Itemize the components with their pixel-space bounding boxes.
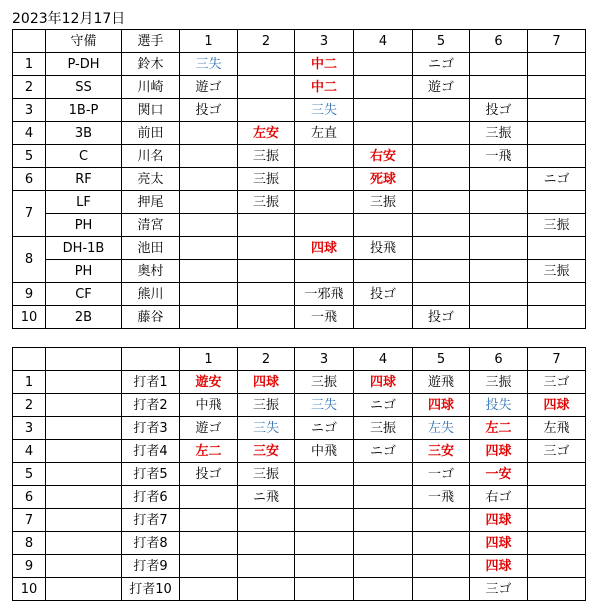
cell-inning-3: 四球 [295, 237, 354, 260]
header-inning-2: 2 [238, 30, 295, 53]
lineup-table [12, 29, 586, 329]
header-position: 守備 [46, 30, 122, 53]
cell-inning-1 [180, 486, 238, 509]
cell-inning-2 [238, 578, 295, 601]
cell-player: 打者9 [122, 555, 180, 578]
cell-inning-7 [528, 532, 586, 555]
cell-inning-4: 四球 [354, 371, 413, 394]
cell-order: 10 [13, 578, 46, 601]
cell-inning-4: 死球 [354, 168, 413, 191]
cell-position [46, 509, 122, 532]
cell-inning-6 [470, 76, 528, 99]
cell-order: 7 [13, 191, 46, 237]
cell-player: 打者7 [122, 509, 180, 532]
header-order [13, 30, 46, 53]
cell-position [46, 394, 122, 417]
cell-inning-5: ニゴ [413, 53, 470, 76]
cell-player: 清宮 [122, 214, 180, 237]
cell-inning-6: 三振 [470, 371, 528, 394]
cell-inning-3 [295, 260, 354, 283]
cell-inning-3 [295, 145, 354, 168]
cell-order: 5 [13, 145, 46, 168]
cell-order: 2 [13, 76, 46, 99]
cell-order: 3 [13, 99, 46, 122]
table-row [13, 371, 586, 394]
cell-player: 打者8 [122, 532, 180, 555]
cell-player: 打者2 [122, 394, 180, 417]
cell-inning-3 [295, 555, 354, 578]
cell-player: 川名 [122, 145, 180, 168]
header-order [13, 348, 46, 371]
cell-inning-1 [180, 578, 238, 601]
table-row [13, 237, 586, 260]
cell-inning-5: 三安 [413, 440, 470, 463]
cell-inning-6: 四球 [470, 532, 528, 555]
cell-inning-1 [180, 168, 238, 191]
cell-inning-4 [354, 486, 413, 509]
cell-inning-6: 三振 [470, 122, 528, 145]
cell-inning-4: 右安 [354, 145, 413, 168]
cell-inning-1: 左二 [180, 440, 238, 463]
header-inning-1: 1 [180, 348, 238, 371]
cell-position [46, 440, 122, 463]
cell-inning-2: 三振 [238, 168, 295, 191]
opponent-table [12, 347, 586, 601]
cell-position [46, 417, 122, 440]
cell-inning-4 [354, 214, 413, 237]
cell-inning-2 [238, 532, 295, 555]
cell-inning-4 [354, 260, 413, 283]
cell-inning-7: 三振 [528, 214, 586, 237]
cell-inning-4 [354, 578, 413, 601]
cell-inning-1: 遊安 [180, 371, 238, 394]
cell-inning-1 [180, 122, 238, 145]
header-position [46, 348, 122, 371]
cell-inning-3: 一邪飛 [295, 283, 354, 306]
cell-inning-3: 左直 [295, 122, 354, 145]
cell-player: 関口 [122, 99, 180, 122]
cell-player: 打者5 [122, 463, 180, 486]
cell-inning-4 [354, 306, 413, 329]
cell-inning-5 [413, 99, 470, 122]
header-inning-5: 5 [413, 30, 470, 53]
table-row [13, 122, 586, 145]
header-inning-1: 1 [180, 30, 238, 53]
cell-player: 池田 [122, 237, 180, 260]
cell-inning-4 [354, 53, 413, 76]
header-inning-2: 2 [238, 348, 295, 371]
cell-inning-7 [528, 76, 586, 99]
cell-inning-2: 三振 [238, 145, 295, 168]
table-row [13, 306, 586, 329]
cell-inning-1: 投ゴ [180, 99, 238, 122]
cell-inning-5 [413, 122, 470, 145]
cell-position: LF [46, 191, 122, 214]
header-player [122, 348, 180, 371]
cell-inning-6: 投ゴ [470, 99, 528, 122]
cell-order: 1 [13, 371, 46, 394]
cell-inning-2 [238, 214, 295, 237]
header-inning-3: 3 [295, 30, 354, 53]
cell-player: 前田 [122, 122, 180, 145]
table-row [13, 578, 586, 601]
cell-inning-4: 投ゴ [354, 283, 413, 306]
table-row [13, 509, 586, 532]
cell-inning-1 [180, 237, 238, 260]
cell-inning-5 [413, 283, 470, 306]
cell-inning-4 [354, 99, 413, 122]
cell-inning-5 [413, 260, 470, 283]
cell-player: 奥村 [122, 260, 180, 283]
cell-inning-7 [528, 191, 586, 214]
cell-inning-5: 遊ゴ [413, 76, 470, 99]
cell-inning-1 [180, 191, 238, 214]
cell-player: 打者10 [122, 578, 180, 601]
cell-inning-4 [354, 463, 413, 486]
cell-inning-6: 投失 [470, 394, 528, 417]
header-inning-7: 7 [528, 348, 586, 371]
cell-position: C [46, 145, 122, 168]
table-row [13, 417, 586, 440]
cell-player: 打者3 [122, 417, 180, 440]
cell-position [46, 555, 122, 578]
cell-inning-7 [528, 578, 586, 601]
cell-inning-5 [413, 214, 470, 237]
cell-player: 川崎 [122, 76, 180, 99]
cell-player: 藤谷 [122, 306, 180, 329]
cell-inning-2 [238, 53, 295, 76]
cell-inning-5: 四球 [413, 394, 470, 417]
cell-inning-1 [180, 260, 238, 283]
table-row [13, 440, 586, 463]
cell-inning-4 [354, 509, 413, 532]
cell-order: 4 [13, 440, 46, 463]
cell-inning-5: 一飛 [413, 486, 470, 509]
cell-inning-4: 投飛 [354, 237, 413, 260]
cell-inning-3 [295, 578, 354, 601]
cell-inning-6: 四球 [470, 440, 528, 463]
cell-position: 2B [46, 306, 122, 329]
cell-inning-7 [528, 555, 586, 578]
cell-inning-2 [238, 76, 295, 99]
cell-inning-6 [470, 306, 528, 329]
cell-inning-1: 遊ゴ [180, 76, 238, 99]
cell-inning-3: 中二 [295, 53, 354, 76]
cell-order: 4 [13, 122, 46, 145]
cell-inning-2: 左安 [238, 122, 295, 145]
cell-inning-2 [238, 509, 295, 532]
cell-inning-5 [413, 532, 470, 555]
header-row [13, 348, 586, 371]
cell-inning-3 [295, 168, 354, 191]
cell-inning-7: 三振 [528, 260, 586, 283]
cell-inning-5 [413, 555, 470, 578]
cell-inning-1 [180, 145, 238, 168]
table-row [13, 168, 586, 191]
cell-inning-6: 右ゴ [470, 486, 528, 509]
cell-inning-6: 三ゴ [470, 578, 528, 601]
header-inning-4: 4 [354, 348, 413, 371]
cell-inning-7: 四球 [528, 394, 586, 417]
cell-inning-7 [528, 509, 586, 532]
cell-position [46, 463, 122, 486]
cell-inning-7: 三ゴ [528, 440, 586, 463]
cell-inning-5: 投ゴ [413, 306, 470, 329]
cell-inning-5: 遊飛 [413, 371, 470, 394]
table-row [13, 394, 586, 417]
cell-inning-2: ニ飛 [238, 486, 295, 509]
table-row [13, 145, 586, 168]
cell-inning-2 [238, 555, 295, 578]
cell-order: 3 [13, 417, 46, 440]
cell-player: 打者6 [122, 486, 180, 509]
cell-inning-3: 中二 [295, 76, 354, 99]
header-player: 選手 [122, 30, 180, 53]
cell-inning-3 [295, 191, 354, 214]
cell-inning-3: 中飛 [295, 440, 354, 463]
table-row [13, 463, 586, 486]
cell-inning-3 [295, 532, 354, 555]
cell-inning-3: ニゴ [295, 417, 354, 440]
cell-inning-1: 三失 [180, 53, 238, 76]
cell-inning-6: 四球 [470, 509, 528, 532]
cell-inning-6 [470, 168, 528, 191]
cell-inning-4 [354, 76, 413, 99]
cell-position [46, 371, 122, 394]
cell-inning-3: 三振 [295, 371, 354, 394]
cell-inning-1: 遊ゴ [180, 417, 238, 440]
cell-order: 10 [13, 306, 46, 329]
table-row [13, 214, 586, 237]
cell-order: 2 [13, 394, 46, 417]
cell-inning-1 [180, 509, 238, 532]
cell-position: 1B-P [46, 99, 122, 122]
header-inning-6: 6 [470, 348, 528, 371]
cell-inning-5 [413, 578, 470, 601]
cell-player: 熊川 [122, 283, 180, 306]
cell-player: 亮太 [122, 168, 180, 191]
cell-inning-7 [528, 306, 586, 329]
cell-inning-7: 三ゴ [528, 371, 586, 394]
cell-inning-2: 三振 [238, 394, 295, 417]
table-row [13, 76, 586, 99]
cell-position: 3B [46, 122, 122, 145]
cell-player: 打者4 [122, 440, 180, 463]
cell-inning-2 [238, 283, 295, 306]
cell-inning-1: 中飛 [180, 394, 238, 417]
cell-order: 6 [13, 486, 46, 509]
cell-order: 9 [13, 283, 46, 306]
cell-position: RF [46, 168, 122, 191]
cell-inning-2 [238, 260, 295, 283]
cell-inning-6 [470, 237, 528, 260]
header-row [13, 30, 586, 53]
cell-inning-6: 一飛 [470, 145, 528, 168]
cell-position: DH-1B [46, 237, 122, 260]
table-row [13, 486, 586, 509]
cell-order: 6 [13, 168, 46, 191]
cell-inning-3 [295, 463, 354, 486]
cell-position [46, 578, 122, 601]
table-row [13, 555, 586, 578]
cell-order: 5 [13, 463, 46, 486]
cell-order: 8 [13, 237, 46, 283]
cell-player: 打者1 [122, 371, 180, 394]
cell-inning-7 [528, 486, 586, 509]
cell-inning-1 [180, 283, 238, 306]
cell-inning-6 [470, 260, 528, 283]
cell-position: SS [46, 76, 122, 99]
cell-inning-5 [413, 237, 470, 260]
cell-inning-3: 三失 [295, 394, 354, 417]
cell-order: 8 [13, 532, 46, 555]
cell-inning-4: 三振 [354, 191, 413, 214]
page-date: 2023年12月17日 [12, 11, 126, 27]
cell-inning-7 [528, 99, 586, 122]
cell-inning-2: 三振 [238, 463, 295, 486]
cell-inning-7: ニゴ [528, 168, 586, 191]
cell-inning-3: 一飛 [295, 306, 354, 329]
cell-inning-6: 一安 [470, 463, 528, 486]
cell-inning-4: ニゴ [354, 394, 413, 417]
cell-inning-7: 左飛 [528, 417, 586, 440]
cell-inning-3: 三失 [295, 99, 354, 122]
cell-inning-5 [413, 191, 470, 214]
cell-order: 1 [13, 53, 46, 76]
cell-inning-2: 四球 [238, 371, 295, 394]
cell-inning-6 [470, 283, 528, 306]
cell-inning-5 [413, 509, 470, 532]
table-row [13, 532, 586, 555]
cell-inning-6: 四球 [470, 555, 528, 578]
cell-inning-1 [180, 214, 238, 237]
cell-position [46, 532, 122, 555]
cell-inning-1 [180, 306, 238, 329]
table-row [13, 191, 586, 214]
cell-inning-4 [354, 122, 413, 145]
cell-position: CF [46, 283, 122, 306]
cell-inning-1 [180, 555, 238, 578]
cell-inning-2: 三安 [238, 440, 295, 463]
cell-inning-5 [413, 145, 470, 168]
header-inning-3: 3 [295, 348, 354, 371]
cell-inning-5: 左失 [413, 417, 470, 440]
header-inning-7: 7 [528, 30, 586, 53]
cell-inning-7 [528, 145, 586, 168]
cell-inning-3 [295, 509, 354, 532]
table-row [13, 53, 586, 76]
cell-order: 7 [13, 509, 46, 532]
cell-position: PH [46, 260, 122, 283]
cell-order: 9 [13, 555, 46, 578]
cell-inning-7 [528, 237, 586, 260]
cell-inning-1 [180, 532, 238, 555]
cell-inning-6 [470, 53, 528, 76]
cell-inning-2: 三失 [238, 417, 295, 440]
cell-inning-4: 三振 [354, 417, 413, 440]
cell-inning-7 [528, 53, 586, 76]
cell-player: 鈴木 [122, 53, 180, 76]
cell-inning-4: ニゴ [354, 440, 413, 463]
cell-inning-6: 左二 [470, 417, 528, 440]
cell-inning-7 [528, 463, 586, 486]
cell-inning-7 [528, 283, 586, 306]
cell-inning-3 [295, 214, 354, 237]
cell-inning-2: 三振 [238, 191, 295, 214]
cell-inning-7 [528, 122, 586, 145]
cell-position [46, 486, 122, 509]
cell-inning-2 [238, 237, 295, 260]
cell-position: P-DH [46, 53, 122, 76]
cell-inning-2 [238, 306, 295, 329]
cell-position: PH [46, 214, 122, 237]
cell-inning-3 [295, 486, 354, 509]
cell-inning-5 [413, 168, 470, 191]
cell-inning-6 [470, 191, 528, 214]
cell-inning-5: 一ゴ [413, 463, 470, 486]
header-inning-6: 6 [470, 30, 528, 53]
header-inning-5: 5 [413, 348, 470, 371]
cell-inning-4 [354, 532, 413, 555]
cell-inning-6 [470, 214, 528, 237]
header-inning-4: 4 [354, 30, 413, 53]
cell-inning-1: 投ゴ [180, 463, 238, 486]
table-row [13, 260, 586, 283]
table-row [13, 99, 586, 122]
cell-inning-4 [354, 555, 413, 578]
cell-player: 押尾 [122, 191, 180, 214]
table-row [13, 283, 586, 306]
cell-inning-2 [238, 99, 295, 122]
